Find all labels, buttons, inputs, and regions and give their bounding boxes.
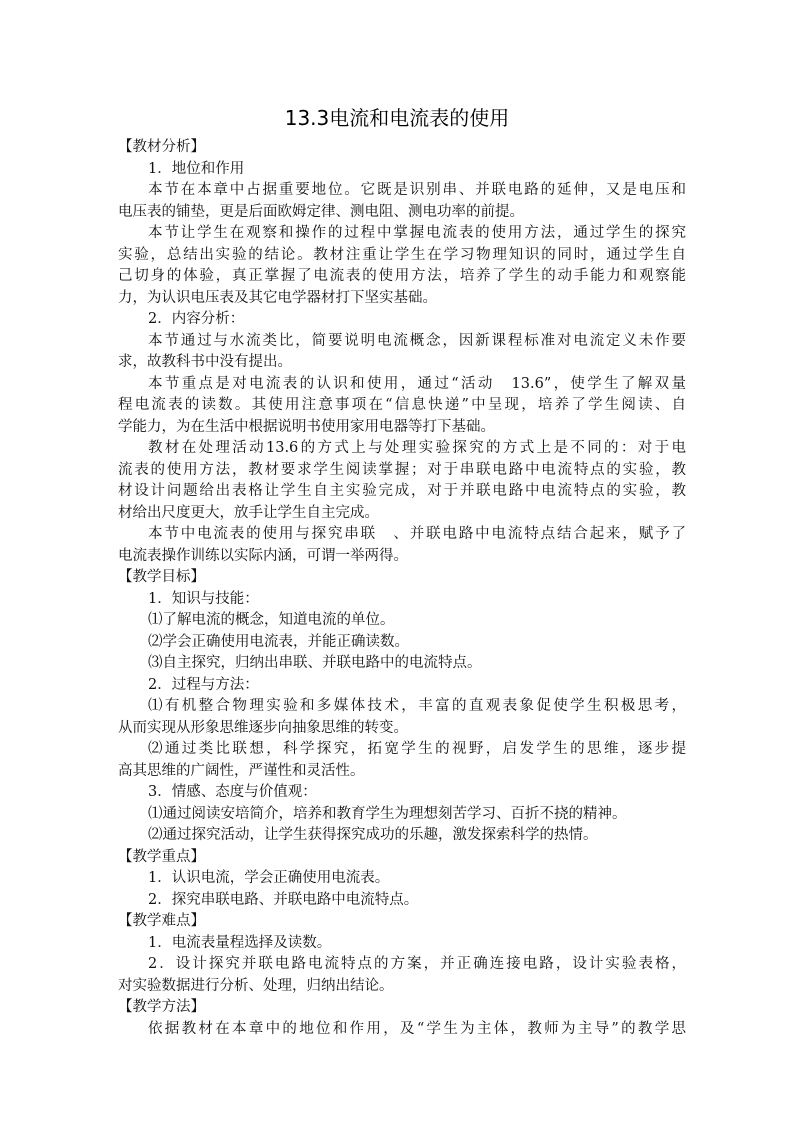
section-heading: 【教学方法】: [118, 999, 205, 1015]
paragraph-line: 教材在处理活动13.6的方式上与处理实验探究的方式上是不同的：对于电: [148, 440, 686, 456]
paragraph-line: 学能力，为在生活中根据说明书使用家用电器等打下基础。: [118, 418, 495, 435]
list-item: ⑶自主探究，归纳出串联、并联电路中的电流特点。: [148, 655, 482, 671]
page-title: 13.3电流和电流表的使用: [284, 106, 510, 130]
paragraph-line: 本节让学生在观察和操作的过程中掌握电流表的使用方法，通过学生的探究: [148, 225, 686, 241]
paragraph-line: 电压表的铺垫，更是后面欧姆定律、测电阻、测电功率的前提。: [118, 203, 524, 220]
paragraph-line: 本节中电流表的使用与探究串联 、并联电路中电流特点结合起来，赋予了: [148, 526, 686, 542]
paragraph-line: 力，为认识电压表及其它电学器材打下坚实基础。: [118, 289, 437, 306]
paragraph-line: 流表的使用方法，教材要求学生阅读掌握；对于串联电路中电流特点的实验，教: [118, 461, 686, 478]
list-item: ⑵学会正确使用电流表，并能正确读数。: [148, 633, 409, 650]
list-item: ⑴通过阅读安培简介，培养和教育学生为理想刻苦学习、百折不挠的精神。: [148, 805, 627, 822]
subheading: 2．过程与方法：: [148, 676, 259, 693]
paragraph-line: 依据教材在本章中的地位和作用，及“学生为主体，教师为主导”的教学思: [148, 1020, 686, 1037]
paragraph-line: 材给出尺度更大，放手让学生自主完成。: [118, 504, 379, 521]
paragraph-line: 电流表操作训练以实际内涵，可谓一举两得。: [118, 547, 408, 564]
list-item: 1．电流表量程选择及读数。: [148, 934, 332, 951]
list-item: ⑵通过探究活动，让学生获得探究成功的乐趣，激发探索科学的热情。: [148, 827, 598, 843]
paragraph-line: 从而实现从形象思维逐步向抽象思维的转变。: [118, 719, 408, 736]
list-item: ⑴有机整合物理实验和多媒体技术，丰富的直观表象促使学生积极思考，: [148, 698, 686, 714]
section-heading: 【教学重点】: [118, 848, 205, 865]
paragraph-line: 对实验数据进行分析、处理，归纳出结论。: [118, 977, 394, 994]
section-heading: 【教学难点】: [118, 913, 205, 929]
paragraph-line: 己切身的体验，真正掌握了电流表的使用方法，培养了学生的动手能力和观察能: [118, 268, 686, 284]
list-item: ⑵通过类比联想，科学探究，拓宽学生的视野，启发学生的思维，逐步提: [148, 741, 686, 757]
paragraph-line: 本节通过与水流类比，简要说明电流概念，因新课程标准对电流定义未作要: [148, 332, 686, 349]
section-heading: 【教学目标】: [118, 569, 205, 585]
list-item: ⑴了解电流的概念，知道电流的单位。: [148, 612, 395, 628]
paragraph-line: 程电流表的读数。其使用注意事项在“信息快递”中呈现，培养了学生阅读、自: [118, 397, 686, 413]
subheading: 2．内容分析：: [148, 311, 245, 327]
subheading: 1．知识与技能：: [148, 590, 259, 607]
list-item: 1．认识电流，学会正确使用电流表。: [148, 870, 390, 886]
list-item: 2．探究串联电路、并联电路中电流特点。: [148, 891, 419, 908]
section-heading: 【教材分析】: [118, 139, 205, 155]
paragraph-line: 本节在本章中占据重要地位。它既是识别串、并联电路的延伸，又是电压和: [148, 182, 686, 198]
paragraph-line: 本节重点是对电流表的认识和使用，通过“活动 13.6”，使学生了解双量: [148, 375, 686, 392]
paragraph-line: 材设计问题给出表格让学生自主实验完成，对于并联电路中电流特点的实验，教: [118, 483, 686, 499]
paragraph-line: 实验，总结出实验的结论。教材注重让学生在学习物理知识的同时，通过学生自: [118, 246, 686, 263]
paragraph-line: 高其思维的广阔性，严谨性和灵活性。: [118, 762, 365, 779]
paragraph-line: 求，故教科书中没有提出。: [118, 354, 292, 370]
subheading: 3．情感、态度与价值观：: [148, 784, 317, 800]
document-body: [118, 137, 686, 1040]
subheading: 1．地位和作用: [148, 160, 245, 177]
list-item: 2．设计探究并联电路电流特点的方案，并正确连接电路，设计实验表格，: [148, 956, 686, 972]
